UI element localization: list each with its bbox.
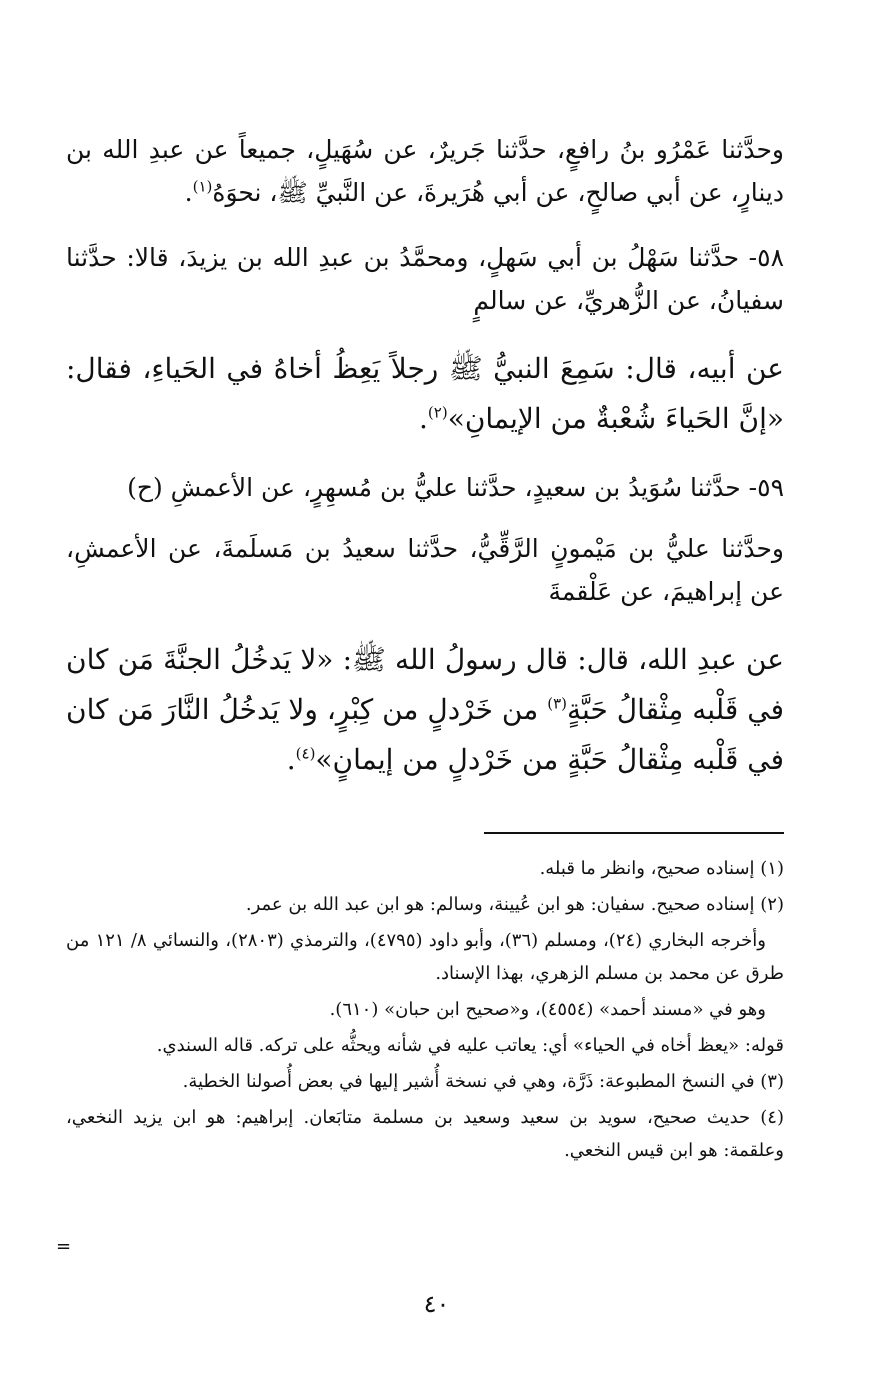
- hadith-59-chain: ٥٩- حدَّثنا سُوَيدُ بن سعيدٍ، حدَّثنا عليُّ بن مُسهِرٍ، عن الأعمشِ (ح): [127, 473, 784, 502]
- footnote-2-musnad: وهو في «مسند أحمد» (٤٥٥٤)، و«صحيح ابن حبان» (٦١٠).: [329, 999, 766, 1020]
- hadith-58-chain: ٥٨- حدَّثنا سَهْلُ بن أبي سَهلٍ، ومحمَّدُ بن عبدِ الله بن يزيدَ، قالا: حدَّثنا سفيانُ، عن الزُّهريِّ، عن سالمٍ: [66, 243, 784, 315]
- footnote-ref-3[interactable]: (٣): [547, 694, 567, 713]
- paragraph-1-text: وحدَّثنا عَمْرُو بنُ رافعٍ، حدَّثنا جَريرٌ، عن سُهَيلٍ، جميعاً عن عبدِ الله بن دينارٍ، عن أبي صالحٍ، عن أبي هُرَيرةَ، عن النَّبيِّ ﷺ، نحوَهُ: [66, 135, 784, 207]
- footnote-3: (٣) في النسخ المطبوعة: ذَرَّة، وهي في نسخة أُشير إليها في بعض أُصولنا الخطية.: [182, 1071, 784, 1092]
- footnote-ref-1[interactable]: (١): [192, 177, 213, 196]
- paragraph-1-end: .: [184, 178, 193, 207]
- page-number: ٤٠: [423, 1290, 450, 1318]
- footnote-1: (١) إسناده صحيح، وانظر ما قبله.: [539, 858, 784, 879]
- footnote-separator: [484, 832, 784, 834]
- footnote-2-explanation: قوله: «يعظ أخاه في الحياء» أي: يعاتب عليه في شأنه ويحثُّه على تركه. قاله السندي.: [156, 1035, 784, 1056]
- footnote-ref-2[interactable]: (٢): [427, 403, 448, 422]
- footnote-4: (٤) حديث صحيح، سويد بن سعيد وسعيد بن مسلمة متابَعان. إبراهيم: هو ابن يزيد النخعي، وعلقمة: هو ابن قيس النخعي.: [66, 1107, 784, 1161]
- hadith-59-end: .: [286, 743, 296, 776]
- footnote-2: (٢) إسناده صحيح. سفيان: هو ابن عُيينة، وسالم: هو ابن عبد الله بن عمر.: [245, 894, 784, 915]
- hadith-58-end: .: [419, 402, 428, 435]
- footnotes: [66, 852, 784, 1170]
- hadith-58-text: [66, 344, 784, 444]
- footnote-ref-4[interactable]: (٤): [295, 744, 316, 763]
- hadith-59-matn-a: عن عبدِ الله، قال: قال رسولُ الله ﷺ: «لا يَدخُلُ الجنَّةَ مَن كان في قَلْبه مِثْقالُ حَبَّةٍ: [66, 643, 784, 726]
- continuation-mark: =: [56, 1236, 72, 1257]
- main-text: [66, 128, 784, 807]
- hadith-59-text: [66, 635, 784, 785]
- hadith-59-matn-b: من خَرْدلٍ من كِبْرٍ، ولا يَدخُلُ النَّارَ مَن كان في قَلْبه مِثْقالُ حَبَّةٍ من خَرْدلٍ من إيمانٍ»: [66, 693, 784, 776]
- paragraph-1: [66, 128, 784, 214]
- hadith-58-matn: عن أبيه، قال: سَمِعَ النبيُّ ﷺ رجلاً يَعِظُ أخاهُ في الحَياءِ، فقال: «إنَّ الحَياءَ شُعْبةٌ من الإيمانِ»: [66, 352, 784, 435]
- hadith-59-chain-2: وحدَّثنا عليُّ بن مَيْمونٍ الرَّقِّيُّ، حدَّثنا سعيدُ بن مَسلَمةَ، عن الأعمشِ، عن إبراهيمَ، عن عَلْقمةَ: [66, 534, 784, 606]
- footnote-2-sources: وأخرجه البخاري (٢٤)، ومسلم (٣٦)، وأبو داود (٤٧٩٥)، والترمذي (٢٨٠٣)، والنسائي ٨/ ١٢١ من طرق عن محمد بن مسلم الزهري، بهذا الإسناد.: [66, 930, 784, 984]
